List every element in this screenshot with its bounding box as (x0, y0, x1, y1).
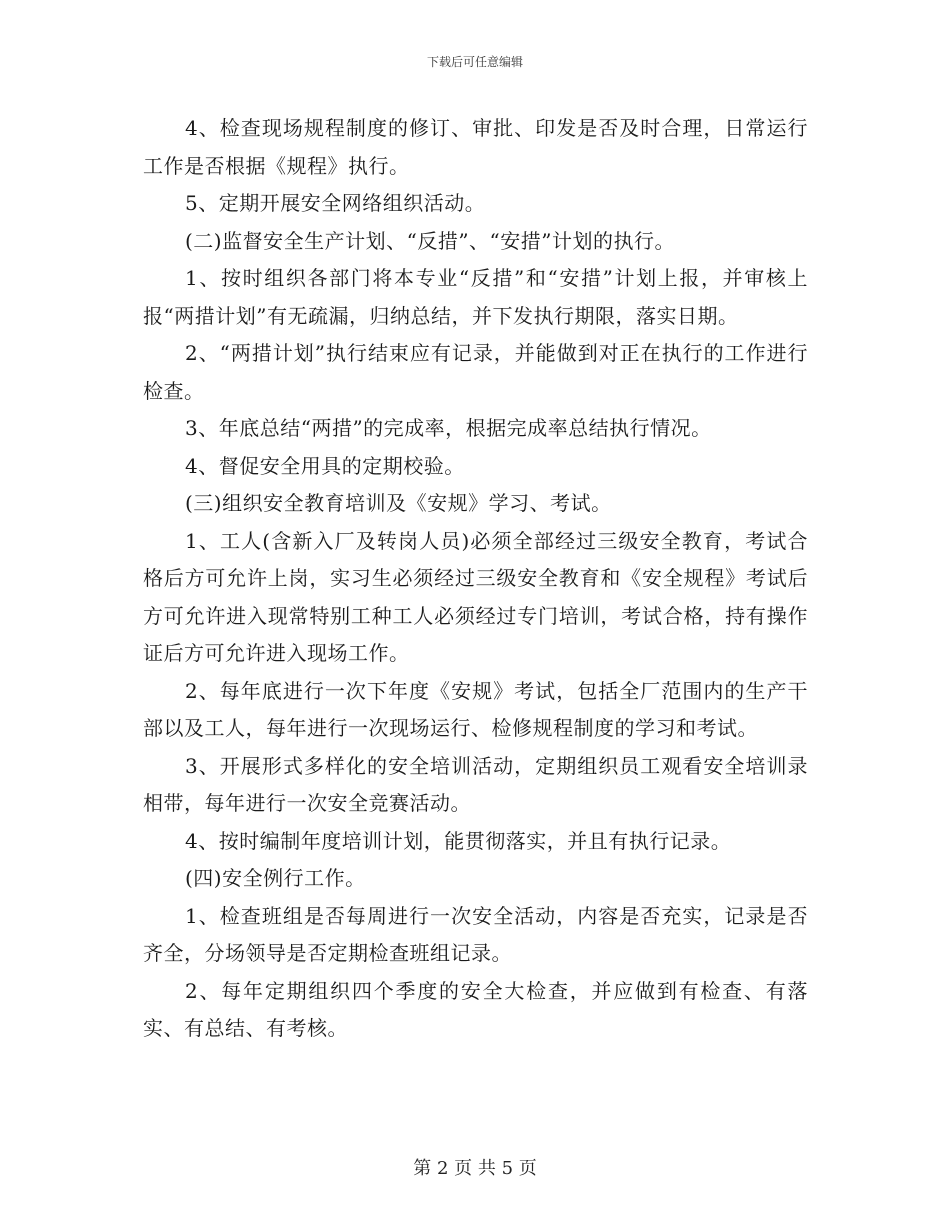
page-header: 下载后可任意编辑 (426, 55, 523, 69)
paragraph: 3、年底总结“两措”的完成率，根据完成率总结执行情况。 (185, 416, 712, 440)
paragraph: 1、按时组织各部门将本专业“反措”和“安措”计划上报，并审核上报“两措计划”有无疏漏，归纳总结，并下发执行期限，落实日期。 (143, 266, 808, 328)
page-footer: 第 2 页 共 5 页 (413, 1158, 537, 1179)
section-heading: (三)组织安全教育培训及《安规》学习、考试。 (185, 491, 612, 515)
paragraph: 2、每年底进行一次下年度《安规》考试，包括全厂范围内的生产干部以及工人，每年进行一次现场运行、检修规程制度的学习和考试。 (143, 678, 808, 740)
paragraph: 5、定期开展安全网络组织活动。 (185, 191, 486, 215)
paragraph: 4、检查现场规程制度的修订、审批、印发是否及时合理，日常运行工作是否根据《规程》执行。 (143, 116, 808, 178)
paragraph: 3、开展形式多样化的安全培训活动，定期组织员工观看安全培训录相带，每年进行一次安全竞赛活动。 (143, 753, 808, 815)
paragraph: 2、“两措计划”执行结束应有记录，并能做到对正在执行的工作进行检查。 (143, 341, 808, 403)
paragraph: 1、工人(含新入厂及转岗人员)必须全部经过三级安全教育，考试合格后方可允许上岗，实习生必须经过三级安全教育和《安全规程》考试后方可允许进入现常特别工种工人必须经过专门培训，考试合格，持有操作证后方可允许进入现场工作。 (143, 528, 808, 665)
paragraph: 4、按时编制年度培训计划，能贯彻落实，并且有执行记录。 (185, 828, 732, 853)
section-heading: (二)监督安全生产计划、“反措”、“安措”计划的执行。 (185, 228, 676, 253)
paragraph: 2、每年定期组织四个季度的安全大检查，并应做到有检查、有落实、有总结、有考核。 (143, 978, 808, 1040)
document-body (143, 110, 808, 1048)
paragraph: 1、检查班组是否每周进行一次安全活动，内容是否充实，记录是否齐全，分场领导是否定期检查班组记录。 (143, 903, 808, 965)
section-heading: (四)安全例行工作。 (185, 866, 366, 890)
paragraph: 4、督促安全用具的定期校验。 (185, 453, 465, 478)
